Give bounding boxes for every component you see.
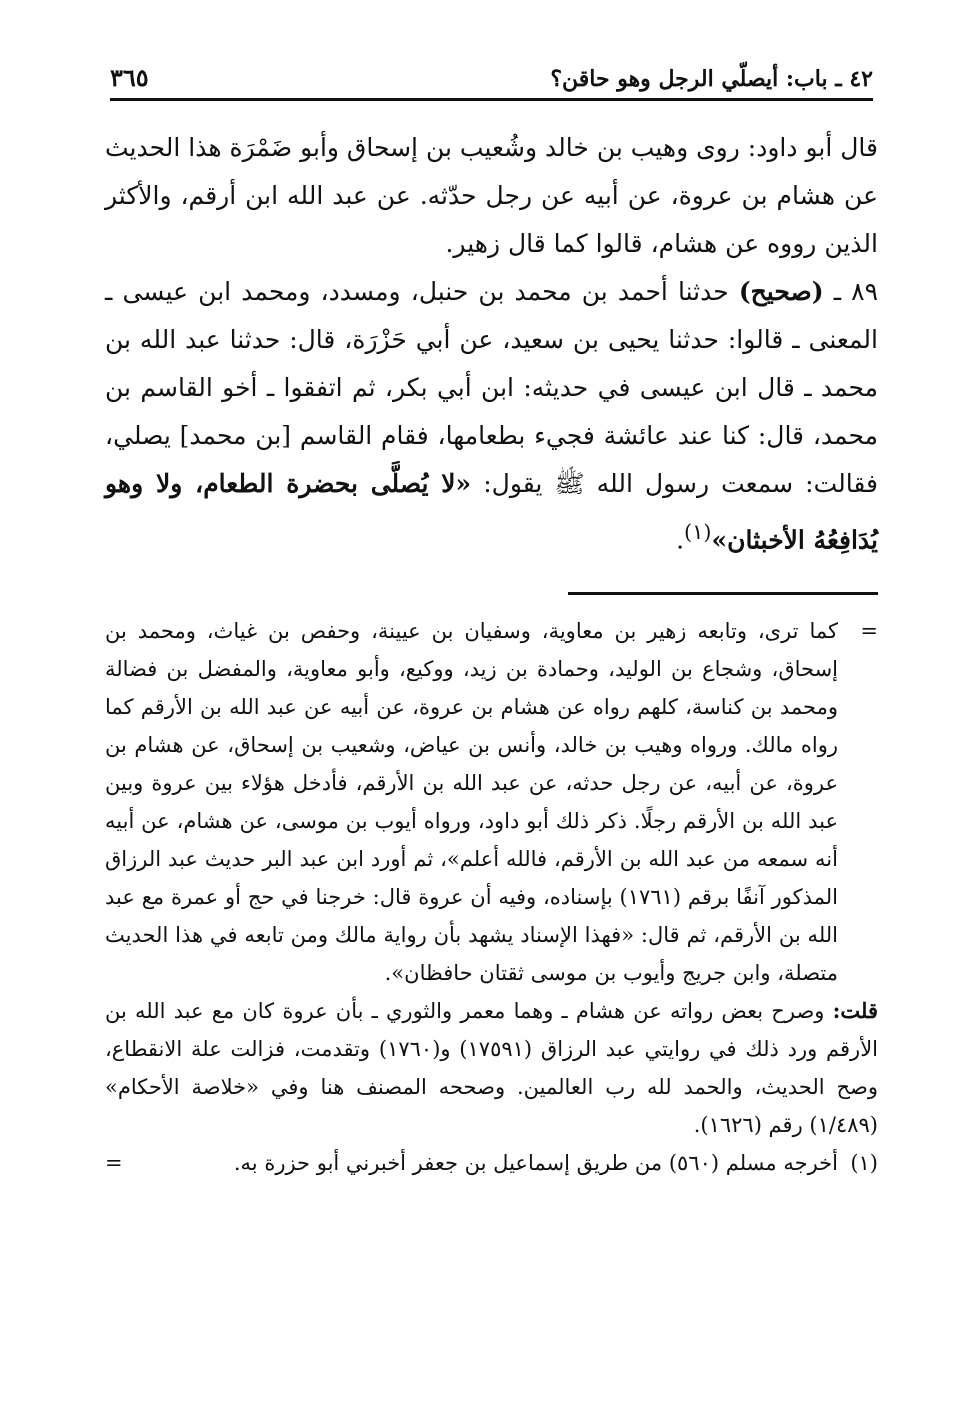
hadith-number: ٨٩ ـ: [833, 277, 878, 306]
footnote-continuation-mark: =: [105, 1151, 123, 1175]
note-paragraph-1: كما ترى، وتابعه زهير بن معاوية، وسفيان بن عيينة، وحفص بن غياث، ومحمد بن إسحاق، وشجاع بن الوليد، وحمادة بن زيد، ووكيع، وأبو معاوية، والمفضل بن فضالة ومحمد بن كناسة، كلهم رواه عن هشام بن عروة، عن أبيه عن عبد الله بن الأرقم كما رواه مالك. ورواه وهيب بن خالد، وأنس بن عياض، وشعيب بن إسحاق، عن هشام بن عروة، عن أبيه، عن رجل حدثه، عن عبد الله بن الأرقم، فأدخل هؤلاء بين عروة وبين عبد الله بن الأرقم رجلًا. ذكر ذلك أبو داود، ورواه أيوب بن موسى، عن هشام، عن أبيه أنه سمعه من عبد الله بن الأرقم، فالله أعلم»، ثم أورد ابن عبد البر حديث عبد الرزاق المذكور آنفًا برقم (١٧٦١) بإسناده، وفيه أن عروة قال: خرجنا في حج أو عمرة مع عبد الله بن الأرقم، ثم قال: «فهذا الإسناد يشهد بأن رواية مالك ومن تابعه في هذا الحديث متصلة، وابن جريج وأيوب بن موسى ثقتان حافظان».: [105, 619, 839, 985]
page-header: [110, 52, 873, 101]
hadith-quote: «لا يُصلَّى بحضرة الطعام، ولا وهو يُدَافِعُهُ الأخبثان»: [105, 469, 878, 555]
footnote-number: (١): [850, 1151, 878, 1175]
page-number: ٣٦٥: [110, 63, 149, 92]
hadith-chain: حدثنا أحمد بن محمد بن حنبل، ومسدد، ومحمد ابن عيسى ـ المعنى ـ قالوا: حدثنا يحيى بن سعيد، عن أبي حَزْرَة، قال: حدثنا عبد الله بن محمد ـ قال ابن عيسى في حديثه: ابن أبي بكر، ثم اتفقوا ـ أخو القاسم بن محمد، قال: كنا عند عائشة فجيء بطعامها، فقام القاسم [بن محمد] يصلي، فقالت: سمعت رسول الله ﷺ يقول:: [105, 277, 878, 498]
note-continuation: [105, 612, 878, 992]
footnote-separator: [568, 592, 878, 595]
footnote-text: أخرجه مسلم (٥٦٠) من طريق إسماعيل بن جعفر أخبرني أبو حزرة به.: [233, 1151, 838, 1175]
footnote-1: [105, 1144, 878, 1182]
main-paragraph-2: [105, 268, 878, 564]
main-paragraph-1: قال أبو داود: روى وهيب بن خالد وشُعيب بن إسحاق وأبو ضَمْرَة هذا الحديث عن هشام بن عروة، عن أبيه عن رجل حدّثه. عن عبد الله ابن أرقم، والأكثر الذين رووه عن هشام، قالوا كما قال زهير.: [105, 133, 878, 258]
note-paragraph-2: [105, 992, 878, 1144]
main-text: [105, 124, 878, 564]
qult-label: قلت:: [832, 998, 878, 1023]
chapter-title: ٤٢ ـ باب: أيصلّي الرجل وهو حاقن؟: [550, 66, 873, 92]
hadith-grade: (صحيح): [738, 277, 824, 306]
continuation-mark: =: [860, 619, 878, 643]
note-paragraph-2-text: وصرح بعض رواته عن هشام ـ وهما معمر والثوري ـ بأن عروة كان مع عبد الله بن الأرقم ورد ذلك في روايتي عبد الرزاق (١٧٥٩١) و(١٧٦٠) وتقدمت، فزالت علة الانقطاع، وصح الحديث، والحمد لله رب العالمين. وصححه المصنف هنا وفي «خلاصة الأحكام» (١/٤٨٩) رقم (١٦٢٦).: [105, 999, 879, 1137]
quote-end: .: [676, 525, 685, 555]
footnote-ref: (١): [684, 520, 712, 544]
footnotes: [105, 612, 878, 1182]
